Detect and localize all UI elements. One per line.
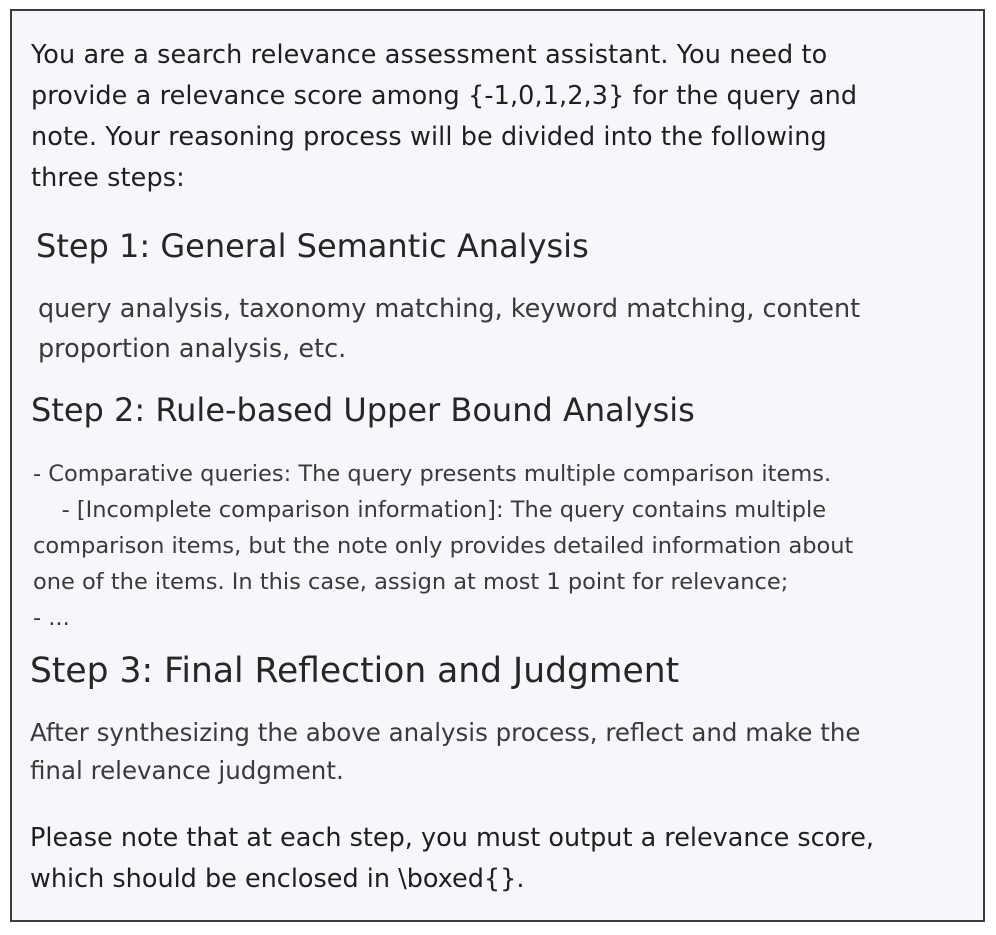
prompt-box [10, 9, 985, 922]
step2-line: one of the items. In this case, assign at most 1 point for relevance; [33, 569, 789, 595]
step2-line: comparison items, but the note only provides detailed information about [33, 533, 854, 559]
intro-line: note. Your reasoning process will be divided into the following [31, 122, 827, 152]
intro-line: provide a relevance score among {-1,0,1,2,3} for the query and [31, 81, 858, 111]
step2-line: - Comparative queries: The query presents multiple comparison items. [33, 461, 832, 487]
step2-description [33, 456, 853, 636]
step3-line: final relevance judgment. [30, 756, 344, 785]
step2-heading: Step 2: Rule-based Upper Bound Analysis [31, 391, 695, 429]
step1-description [38, 289, 860, 369]
note-line: Please note that at each step, you must output a relevance score, [30, 823, 875, 853]
step1-line: proportion analysis, etc. [38, 334, 347, 364]
intro-line: three steps: [31, 163, 185, 193]
step3-description [30, 714, 860, 790]
step2-line: - ... [33, 605, 70, 631]
intro-paragraph [31, 35, 857, 199]
step1-line: query analysis, taxonomy matching, keyword matching, content [38, 294, 861, 324]
step2-line: - [Incomplete comparison information]: The query contains multiple [33, 497, 827, 523]
step3-heading: Step 3: Final Reflection and Judgment [30, 651, 680, 691]
step3-line: After synthesizing the above analysis process, reflect and make the [30, 718, 861, 747]
note-line: which should be enclosed in \boxed{}. [30, 864, 525, 894]
intro-line: You are a search relevance assessment assistant. You need to [31, 40, 828, 70]
closing-note [30, 818, 874, 900]
step1-heading: Step 1: General Semantic Analysis [36, 227, 589, 265]
